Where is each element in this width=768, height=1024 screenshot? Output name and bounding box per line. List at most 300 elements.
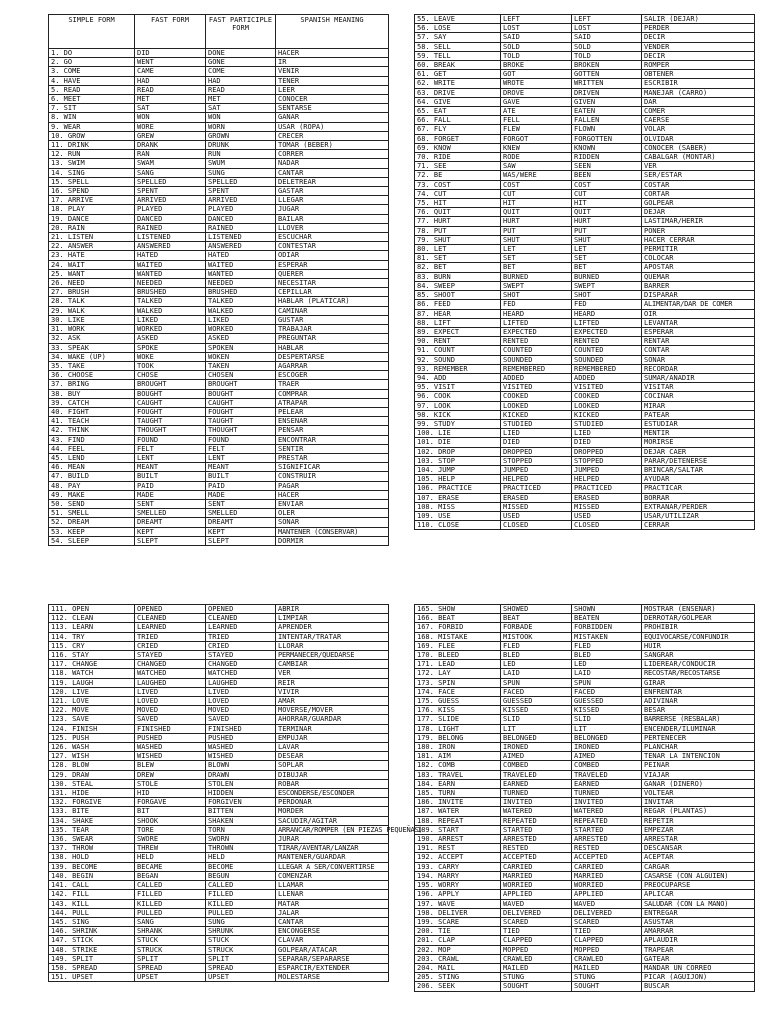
table-row (49, 472, 389, 481)
past-form-cell: ARRESTED (501, 835, 572, 844)
participle-cell: HURT (572, 217, 642, 226)
past-form-cell: SHOWED (501, 605, 572, 614)
past-form-cell: DANCED (135, 214, 206, 223)
participle-cell: COOKED (572, 392, 642, 401)
past-form-cell: SPREAD (135, 963, 206, 972)
participle-cell: LOST (572, 24, 642, 33)
past-form-cell: SPENT (135, 187, 206, 196)
past-form-cell: UPSET (135, 973, 206, 982)
participle-cell: SPLIT (206, 954, 276, 963)
spanish-meaning-cell: SONAR (642, 355, 755, 364)
simple-form-cell: 185. TURN (415, 789, 501, 798)
spanish-meaning-cell: DESEAR (276, 752, 389, 761)
spanish-meaning-cell: GOLPEAR (642, 199, 755, 208)
participle-cell: FELT (206, 444, 276, 453)
table-row (49, 407, 389, 416)
past-form-cell: FOUGHT (135, 407, 206, 416)
spanish-meaning-cell: ACEPTAR (642, 853, 755, 862)
simple-form-cell: 78. PUT (415, 226, 501, 235)
participle-cell: SOUNDED (572, 355, 642, 364)
participle-cell: FALLEN (572, 116, 642, 125)
past-form-cell: LIT (501, 724, 572, 733)
simple-form-cell: 177. SLIDE (415, 715, 501, 724)
participle-cell: COUNTED (572, 346, 642, 355)
participle-cell: SPELLED (206, 177, 276, 186)
table-row (415, 789, 755, 798)
participle-cell: TOLD (572, 51, 642, 60)
table-row (415, 936, 755, 945)
spanish-meaning-cell: BARRER (642, 281, 755, 290)
table-row (49, 936, 389, 945)
participle-cell: KILLED (206, 899, 276, 908)
table-row (415, 24, 755, 33)
table-row (415, 798, 755, 807)
table-row (49, 890, 389, 899)
past-form-cell: BIT (135, 807, 206, 816)
spanish-meaning-cell: PONER (642, 226, 755, 235)
simple-form-cell: 30. LIKE (49, 315, 135, 324)
past-form-cell: BEAT (501, 614, 572, 623)
participle-cell: TRIED (206, 632, 276, 641)
table-row (415, 217, 755, 226)
participle-cell: BUILT (206, 472, 276, 481)
spanish-meaning-cell: LIDEREAR/CONDUCIR (642, 660, 755, 669)
spanish-meaning-cell: ROMPER (642, 61, 755, 70)
past-form-cell: LIED (501, 429, 572, 438)
past-form-cell: REPEATED (501, 816, 572, 825)
spanish-meaning-cell: HUIR (642, 641, 755, 650)
table-row (49, 605, 389, 614)
table-row (415, 226, 755, 235)
past-form-cell: WORE (135, 122, 206, 131)
past-form-cell: SOUGHT (501, 982, 572, 991)
simple-form-cell: 114. TRY (49, 632, 135, 641)
table-row (415, 853, 755, 862)
participle-cell: LIED (572, 429, 642, 438)
spanish-meaning-cell: VENDER (642, 42, 755, 51)
past-form-cell: GAVE (501, 97, 572, 106)
simple-form-cell: 178. LIGHT (415, 724, 501, 733)
simple-form-cell: 3. COME (49, 67, 135, 76)
simple-form-cell: 99. STUDY (415, 419, 501, 428)
spanish-meaning-cell: AMARRAR (642, 927, 755, 936)
past-form-cell: AIMED (501, 752, 572, 761)
participle-cell: MISSED (572, 502, 642, 511)
simple-form-cell: 108. MISS (415, 502, 501, 511)
spanish-meaning-cell: ENCENDER/ILUMINAR (642, 724, 755, 733)
past-form-cell: STARTED (501, 825, 572, 834)
participle-cell: BEEN (572, 171, 642, 180)
past-form-cell: NEEDED (135, 279, 206, 288)
simple-form-cell: 173. SPIN (415, 678, 501, 687)
simple-form-cell: 112. CLEAN (49, 614, 135, 623)
table-row (49, 463, 389, 472)
participle-cell: BEATEN (572, 614, 642, 623)
table-row (49, 187, 389, 196)
spanish-meaning-cell: BUSCAR (642, 982, 755, 991)
past-form-cell: FOUND (135, 435, 206, 444)
participle-cell: BEGUN (206, 871, 276, 880)
spanish-meaning-cell: ESCONDERSE/ESCONDER (276, 789, 389, 798)
spanish-meaning-cell: PELEAR (276, 407, 389, 416)
participle-cell: COMBED (572, 761, 642, 770)
spanish-meaning-cell: VIVIR (276, 687, 389, 696)
past-form-cell: BUILT (135, 472, 206, 481)
past-form-cell: COMBED (501, 761, 572, 770)
table-row (415, 669, 755, 678)
simple-form-cell: 50. SEND (49, 499, 135, 508)
participle-cell: LIVED (206, 687, 276, 696)
simple-form-cell: 104. JUMP (415, 465, 501, 474)
spanish-meaning-cell: PERMITIR (642, 245, 755, 254)
past-form-cell: HIT (501, 199, 572, 208)
table-row (49, 641, 389, 650)
simple-form-cell: 125. PUSH (49, 733, 135, 742)
table-row (49, 518, 389, 527)
participle-cell: STUNG (572, 973, 642, 982)
table-row (49, 453, 389, 462)
spanish-meaning-cell: REPETIR (642, 816, 755, 825)
simple-form-cell: 21. LISTEN (49, 233, 135, 242)
past-form-cell: LAID (501, 669, 572, 678)
past-form-cell: FINISHED (135, 724, 206, 733)
simple-form-cell: 109. USE (415, 511, 501, 520)
participle-cell: SHRUNK (206, 927, 276, 936)
participle-cell: LOVED (206, 697, 276, 706)
participle-cell: KEPT (206, 527, 276, 536)
past-form-cell: WISHED (135, 752, 206, 761)
participle-cell: DIED (572, 438, 642, 447)
simple-form-cell: 174. FACE (415, 687, 501, 696)
simple-form-cell: 69. KNOW (415, 143, 501, 152)
participle-cell: STUDIED (572, 419, 642, 428)
spanish-meaning-cell: VOLTEAR (642, 789, 755, 798)
past-form-cell: BURNED (501, 272, 572, 281)
spanish-meaning-cell: TIRAR/AVENTAR/LANZAR (276, 844, 389, 853)
past-form-cell: MOVED (135, 706, 206, 715)
table-row (415, 199, 755, 208)
participle-cell: BURNED (572, 272, 642, 281)
participle-cell: IRONED (572, 743, 642, 752)
simple-form-cell: 203. CRAWL (415, 954, 501, 963)
past-form-cell: CRIED (135, 641, 206, 650)
spanish-meaning-cell: ATRAPAR (276, 398, 389, 407)
simple-form-cell: 139. BECOME (49, 862, 135, 871)
spanish-meaning-cell: CORTAR (642, 189, 755, 198)
past-form-cell: RESTED (501, 844, 572, 853)
participle-cell: PRACTICED (572, 484, 642, 493)
past-form-cell: EXPECTED (501, 327, 572, 336)
participle-cell: ASKED (206, 334, 276, 343)
past-form-cell: PUSHED (135, 733, 206, 742)
simple-form-cell: 84. SWEEP (415, 281, 501, 290)
past-form-cell: FLEW (501, 125, 572, 134)
participle-cell: COME (206, 67, 276, 76)
past-form-cell: BROKE (501, 61, 572, 70)
simple-form-cell: 115. CRY (49, 641, 135, 650)
spanish-meaning-cell: COLOCAR (642, 254, 755, 263)
spanish-meaning-cell: BARRERSE (RESBALAR) (642, 715, 755, 724)
past-form-cell: THREW (135, 844, 206, 853)
past-form-cell: PUT (501, 226, 572, 235)
table-row (415, 475, 755, 484)
participle-cell: SMELLED (206, 509, 276, 518)
simple-form-cell: 88. LIFT (415, 318, 501, 327)
table-row (415, 862, 755, 871)
participle-cell: THOUGHT (206, 426, 276, 435)
simple-form-cell: 147. STICK (49, 936, 135, 945)
table-row (415, 641, 755, 650)
simple-form-cell: 71. SEE (415, 162, 501, 171)
spanish-meaning-cell: COMENZAR (276, 871, 389, 880)
spanish-meaning-cell: CANTAR (276, 168, 389, 177)
spanish-meaning-cell: QUERER (276, 269, 389, 278)
participle-cell: UPSET (206, 973, 276, 982)
spanish-meaning-cell: ENCONTRAR (276, 435, 389, 444)
past-form-cell: SHOT (501, 291, 572, 300)
past-form-cell: SOLD (501, 42, 572, 51)
past-form-cell: STRUCK (135, 945, 206, 954)
participle-cell: MISTAKEN (572, 632, 642, 641)
participle-cell: WORRIED (572, 881, 642, 890)
spanish-meaning-cell: GUSTAR (276, 315, 389, 324)
table-row (415, 844, 755, 853)
past-form-cell: PULLED (135, 908, 206, 917)
table-row (415, 678, 755, 687)
past-form-cell: MARRIED (501, 871, 572, 880)
table-row (49, 159, 389, 168)
spanish-meaning-cell: DAR (642, 97, 755, 106)
spanish-meaning-cell: MORDER (276, 807, 389, 816)
spanish-meaning-cell: TENAR LA INTENCION (642, 752, 755, 761)
spanish-meaning-cell: NADAR (276, 159, 389, 168)
past-form-cell: CLAPPED (501, 936, 572, 945)
past-form-cell: FELT (135, 444, 206, 453)
table-row (49, 490, 389, 499)
spanish-meaning-cell: NECESITAR (276, 279, 389, 288)
spanish-meaning-cell: TRAPEAR (642, 945, 755, 954)
participle-cell: SAVED (206, 715, 276, 724)
past-form-cell: CLOSED (501, 521, 572, 530)
table-row (415, 318, 755, 327)
simple-form-cell: 187. WATER (415, 807, 501, 816)
spanish-meaning-cell: SANGRAR (642, 651, 755, 660)
past-form-cell: SANG (135, 168, 206, 177)
participle-cell: LEARNED (206, 623, 276, 632)
past-form-cell: SPUN (501, 678, 572, 687)
participle-cell: LIKED (206, 315, 276, 324)
participle-cell: SOUGHT (572, 982, 642, 991)
simple-form-cell: 198. DELIVER (415, 908, 501, 917)
simple-form-cell: 184. EARN (415, 779, 501, 788)
spanish-meaning-cell: ESCUCHAR (276, 233, 389, 242)
spanish-meaning-cell: GANAR (276, 113, 389, 122)
simple-form-cell: 201. CLAP (415, 936, 501, 945)
participle-cell: HELPED (572, 475, 642, 484)
participle-cell: FORBIDDEN (572, 623, 642, 632)
table-row (49, 352, 389, 361)
simple-form-cell: 119. LAUGH (49, 678, 135, 687)
participle-cell: WORKED (206, 325, 276, 334)
spanish-meaning-cell: AYUDAR (642, 475, 755, 484)
simple-form-cell: 9. WEAR (49, 122, 135, 131)
spanish-meaning-cell: CERRAR (642, 521, 755, 530)
spanish-meaning-cell: APRENDER (276, 623, 389, 632)
participle-cell: DELIVERED (572, 908, 642, 917)
participle-cell: LAID (572, 669, 642, 678)
past-form-cell: BEGAN (135, 871, 206, 880)
past-form-cell: SPOKE (135, 343, 206, 352)
past-form-cell: USED (501, 511, 572, 520)
participle-cell: TALKED (206, 297, 276, 306)
spanish-meaning-cell: ESPERAR (642, 327, 755, 336)
table-row (49, 417, 389, 426)
verb-table (414, 14, 755, 530)
table-row (415, 281, 755, 290)
simple-form-cell: 167. FORBID (415, 623, 501, 632)
simple-form-cell: 81. SET (415, 254, 501, 263)
spanish-meaning-cell: ASUSTAR (642, 917, 755, 926)
spanish-meaning-cell: ROBAR (276, 779, 389, 788)
simple-form-cell: 195. WORRY (415, 881, 501, 890)
table-row (415, 733, 755, 742)
table-row (415, 291, 755, 300)
past-form-cell: FELL (501, 116, 572, 125)
spanish-meaning-cell: PERDER (642, 24, 755, 33)
simple-form-cell: 113. LEARN (49, 623, 135, 632)
past-form-cell: SLEPT (135, 536, 206, 545)
spanish-meaning-cell: OBTENER (642, 70, 755, 79)
participle-cell: COST (572, 180, 642, 189)
past-form-cell: DREAMT (135, 518, 206, 527)
participle-cell: SCARED (572, 917, 642, 926)
table-row (49, 58, 389, 67)
spanish-meaning-cell: PENSAR (276, 426, 389, 435)
past-form-cell: LET (501, 245, 572, 254)
table-row (49, 697, 389, 706)
past-form-cell: JUMPED (501, 465, 572, 474)
past-form-cell: WAS/WERE (501, 171, 572, 180)
simple-form-cell: 57. SAY (415, 33, 501, 42)
spanish-meaning-cell: APOSTAR (642, 263, 755, 272)
spanish-meaning-cell: LLORAR (276, 641, 389, 650)
spanish-meaning-cell: DISPARAR (642, 291, 755, 300)
past-form-cell: TORE (135, 825, 206, 834)
table-row (49, 150, 389, 159)
spanish-meaning-cell: GIRAR (642, 678, 755, 687)
past-form-cell: WALKED (135, 306, 206, 315)
simple-form-cell: 80. LET (415, 245, 501, 254)
table-row (415, 410, 755, 419)
table-row (415, 521, 755, 530)
spanish-meaning-cell: AMAR (276, 697, 389, 706)
spanish-meaning-cell: GATEAR (642, 954, 755, 963)
table-row (415, 346, 755, 355)
past-form-cell: SWORE (135, 835, 206, 844)
table-row (49, 954, 389, 963)
table-row (415, 502, 755, 511)
spanish-meaning-cell: USAR (ROPA) (276, 122, 389, 131)
spanish-meaning-cell: TOMAR (BEBER) (276, 141, 389, 150)
table-row (49, 214, 389, 223)
participle-cell: EXPECTED (572, 327, 642, 336)
participle-cell: APPLIED (572, 890, 642, 899)
simple-form-cell: 83. BURN (415, 272, 501, 281)
table-row (49, 205, 389, 214)
table-row (415, 456, 755, 465)
spanish-meaning-cell: JUGAR (276, 205, 389, 214)
table-row (415, 465, 755, 474)
spanish-meaning-cell: AHORRAR/GUARDAR (276, 715, 389, 724)
spanish-meaning-cell: SALIR (DEJAR) (642, 15, 755, 24)
simple-form-cell: 20. RAIN (49, 223, 135, 232)
table-row (415, 134, 755, 143)
simple-form-cell: 106. PRACTICE (415, 484, 501, 493)
table-row (49, 853, 389, 862)
past-form-cell: SAID (501, 33, 572, 42)
simple-form-cell: 122. MOVE (49, 706, 135, 715)
participle-cell: TAKEN (206, 361, 276, 370)
participle-cell: SLID (572, 715, 642, 724)
table-row (49, 862, 389, 871)
header-spanish: SPANISH MEANING (276, 15, 389, 49)
past-form-cell: KILLED (135, 899, 206, 908)
participle-cell: GROWN (206, 131, 276, 140)
simple-form-cell: 129. DRAW (49, 770, 135, 779)
past-form-cell: STOPPED (501, 456, 572, 465)
verb-table-2 (414, 14, 754, 530)
past-form-cell: READ (135, 85, 206, 94)
table-row (49, 779, 389, 788)
participle-cell: CHOSEN (206, 371, 276, 380)
simple-form-cell: 37. BRING (49, 380, 135, 389)
past-form-cell: HATED (135, 251, 206, 260)
table-row (49, 509, 389, 518)
past-form-cell: KEPT (135, 527, 206, 536)
participle-cell: FINISHED (206, 724, 276, 733)
past-form-cell: LIVED (135, 687, 206, 696)
spanish-meaning-cell: GANAR (DINERO) (642, 779, 755, 788)
participle-cell: WRITTEN (572, 79, 642, 88)
table-row (49, 334, 389, 343)
participle-cell: PUT (572, 226, 642, 235)
spanish-meaning-cell: ODIAR (276, 251, 389, 260)
simple-form-cell: 52. DREAM (49, 518, 135, 527)
past-form-cell: COOKED (501, 392, 572, 401)
participle-cell: BELONGED (572, 733, 642, 742)
table-row (49, 743, 389, 752)
spanish-meaning-cell: LASTIMAR/HERIR (642, 217, 755, 226)
table-row (415, 401, 755, 410)
spanish-meaning-cell: EQUIVOCARSE/CONFUNDIR (642, 632, 755, 641)
past-form-cell: FED (501, 300, 572, 309)
spanish-meaning-cell: GASTAR (276, 187, 389, 196)
past-form-cell: SWAM (135, 159, 206, 168)
table-row (415, 770, 755, 779)
simple-form-cell: 25. WANT (49, 269, 135, 278)
past-form-cell: ANSWERED (135, 242, 206, 251)
spanish-meaning-cell: REGAR (PLANTAS) (642, 807, 755, 816)
past-form-cell: WROTE (501, 79, 572, 88)
participle-cell: ADDED (572, 373, 642, 382)
simple-form-cell: 143. KILL (49, 899, 135, 908)
participle-cell: RESTED (572, 844, 642, 853)
spanish-meaning-cell: PEINAR (642, 761, 755, 770)
participle-cell: CHANGED (206, 660, 276, 669)
participle-cell: WON (206, 113, 276, 122)
participle-cell: CLAPPED (572, 936, 642, 945)
participle-cell: WATERED (572, 807, 642, 816)
